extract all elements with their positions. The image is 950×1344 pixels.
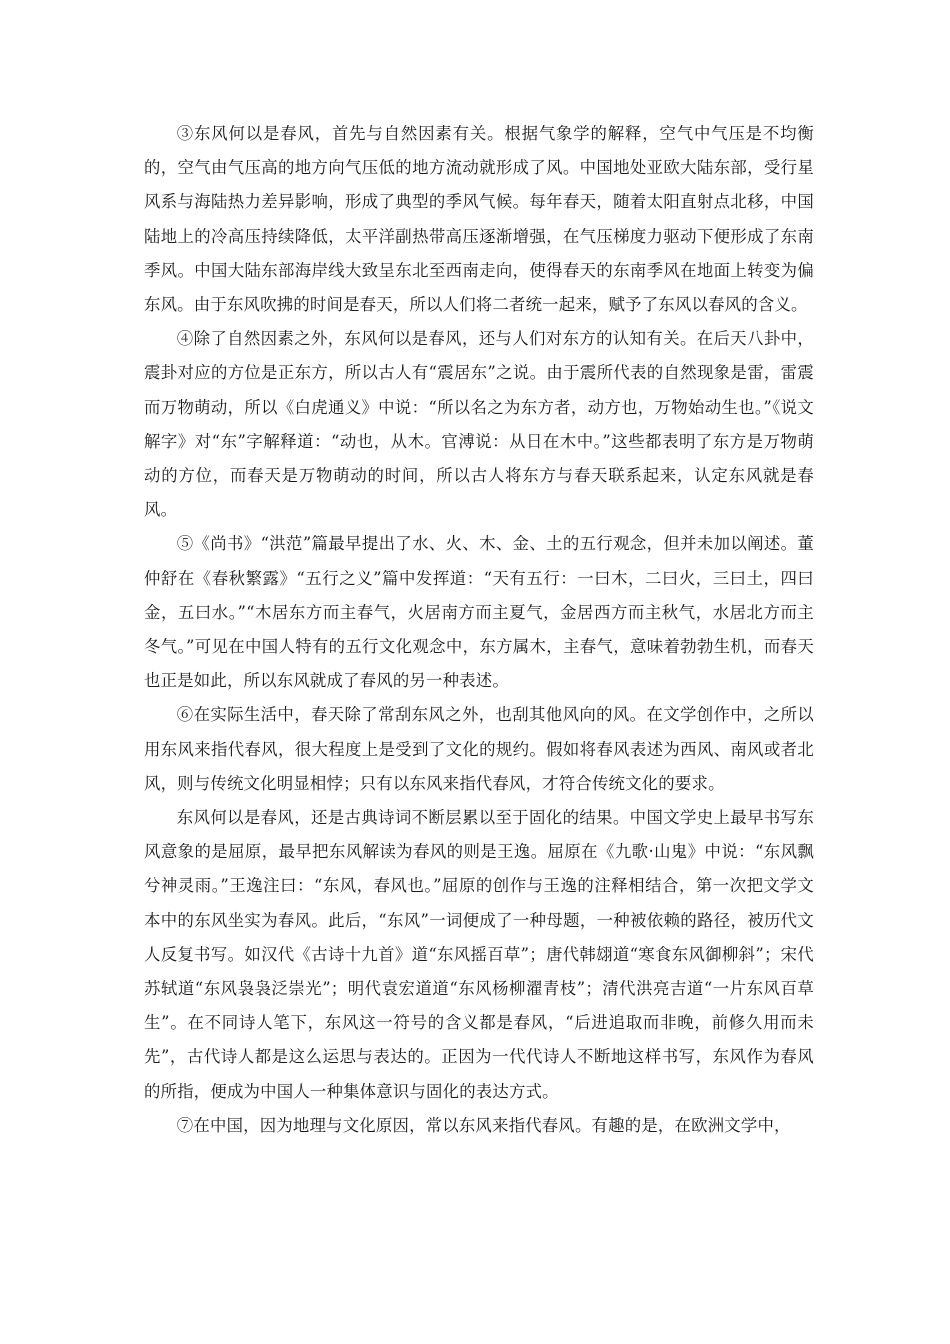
paragraph-6: ⑥在实际生活中，春天除了常刮东风之外，也刮其他风向的风。在文学创作中，之所以用东风来指代春风，很大程度上是受到了文化的规约。假如将春风表述为西风、南风或者北风，则与传统文化明显相悖；只有以东风来指代春风，才符合传统文化的要求。 <box>144 705 814 793</box>
paragraph-4: ④除了自然因素之外，东风何以是春风，还与人们对东方的认知有关。在后天八卦中，震卦对应的方位是正东方，所以古人有“震居东”之说。由于震所代表的自然现象是雷，雷震而万物萌动，所以《白虎通义》中说：“所以名之为东方者，动方也，万物始动生也。”《说文解字》对“东”字解释道：“动也，从木。官溥说：从日在木中。”这些都表明了东方是万物萌动的方位，而春天是万物萌动的时间，所以古人将东方与春天联系起来，认定东风就是春风。 <box>144 329 814 520</box>
paragraph-5: ⑤《尚书》“洪范”篇最早提出了水、火、木、金、土的五行观念，但并未加以阐述。董仲舒在《春秋繁露》“五行之义”篇中发挥道：“天有五行：一曰木，二曰火，三曰土，四曰金，五曰水。”“木居东方而主春气，火居南方而主夏气，金居西方而主秋气，水居北方而主冬气。”可见在中国人特有的五行文化观念中，东方属木，主春气，意味着勃勃生机，而春天也正是如此，所以东风就成了春风的另一种表述。 <box>144 534 814 691</box>
document-page <box>144 117 814 1143</box>
paragraph-6-continued: 东风何以是春风，还是古典诗词不断层累以至于固化的结果。中国文学史上最早书写东风意象的是屈原，最早把东风解读为春风的则是王逸。屈原在《九歌·山鬼》中说：“东风飘兮神灵雨。”王逸注曰：“东风，春风也。”屈原的创作与王逸的注释相结合，第一次把文学文本中的东风坐实为春风。此后，“东风”一词便成了一种母题，一种被依赖的路径，被历代文人反复书写。如汉代《古诗十九首》道“东风摇百草”；唐代韩翃道“寒食东风御柳斜”；宋代苏轼道“东风袅袅泛崇光”；明代袁宏道道“东风杨柳濯青枝”；清代洪亮吉道“一片东风百草生”。在不同诗人笔下，东风这一符号的含义都是春风，“后进追取而非晚，前修久用而未先”，古代诗人都是这么运思与表达的。正因为一代代诗人不断地这样书写，东风作为春风的所指，便成为中国人一种集体意识与固化的表达方式。 <box>144 808 814 1101</box>
paragraph-7: ⑦在中国，因为地理与文化原因，常以东风来指代春风。有趣的是，在欧洲文学中， <box>176 1115 791 1135</box>
paragraph-3: ③东风何以是春风，首先与自然因素有关。根据气象学的解释，空气中气压是不均衡的，空气由气压高的地方向气压低的地方流动就形成了风。中国地处亚欧大陆东部，受行星风系与海陆热力差异影响，形成了典型的季风气候。每年春天，随着太阳直射点北移，中国陆地上的冷高压持续降低，太平洋副热带高压逐渐增强，在气压梯度力驱动下便形成了东南季风。中国大陆东部海岸线大致呈东北至西南走向，使得春天的东南季风在地面上转变为偏东风。由于东风吹拂的时间是春天，所以人们将二者统一起来，赋予了东风以春风的含义。 <box>144 124 814 315</box>
